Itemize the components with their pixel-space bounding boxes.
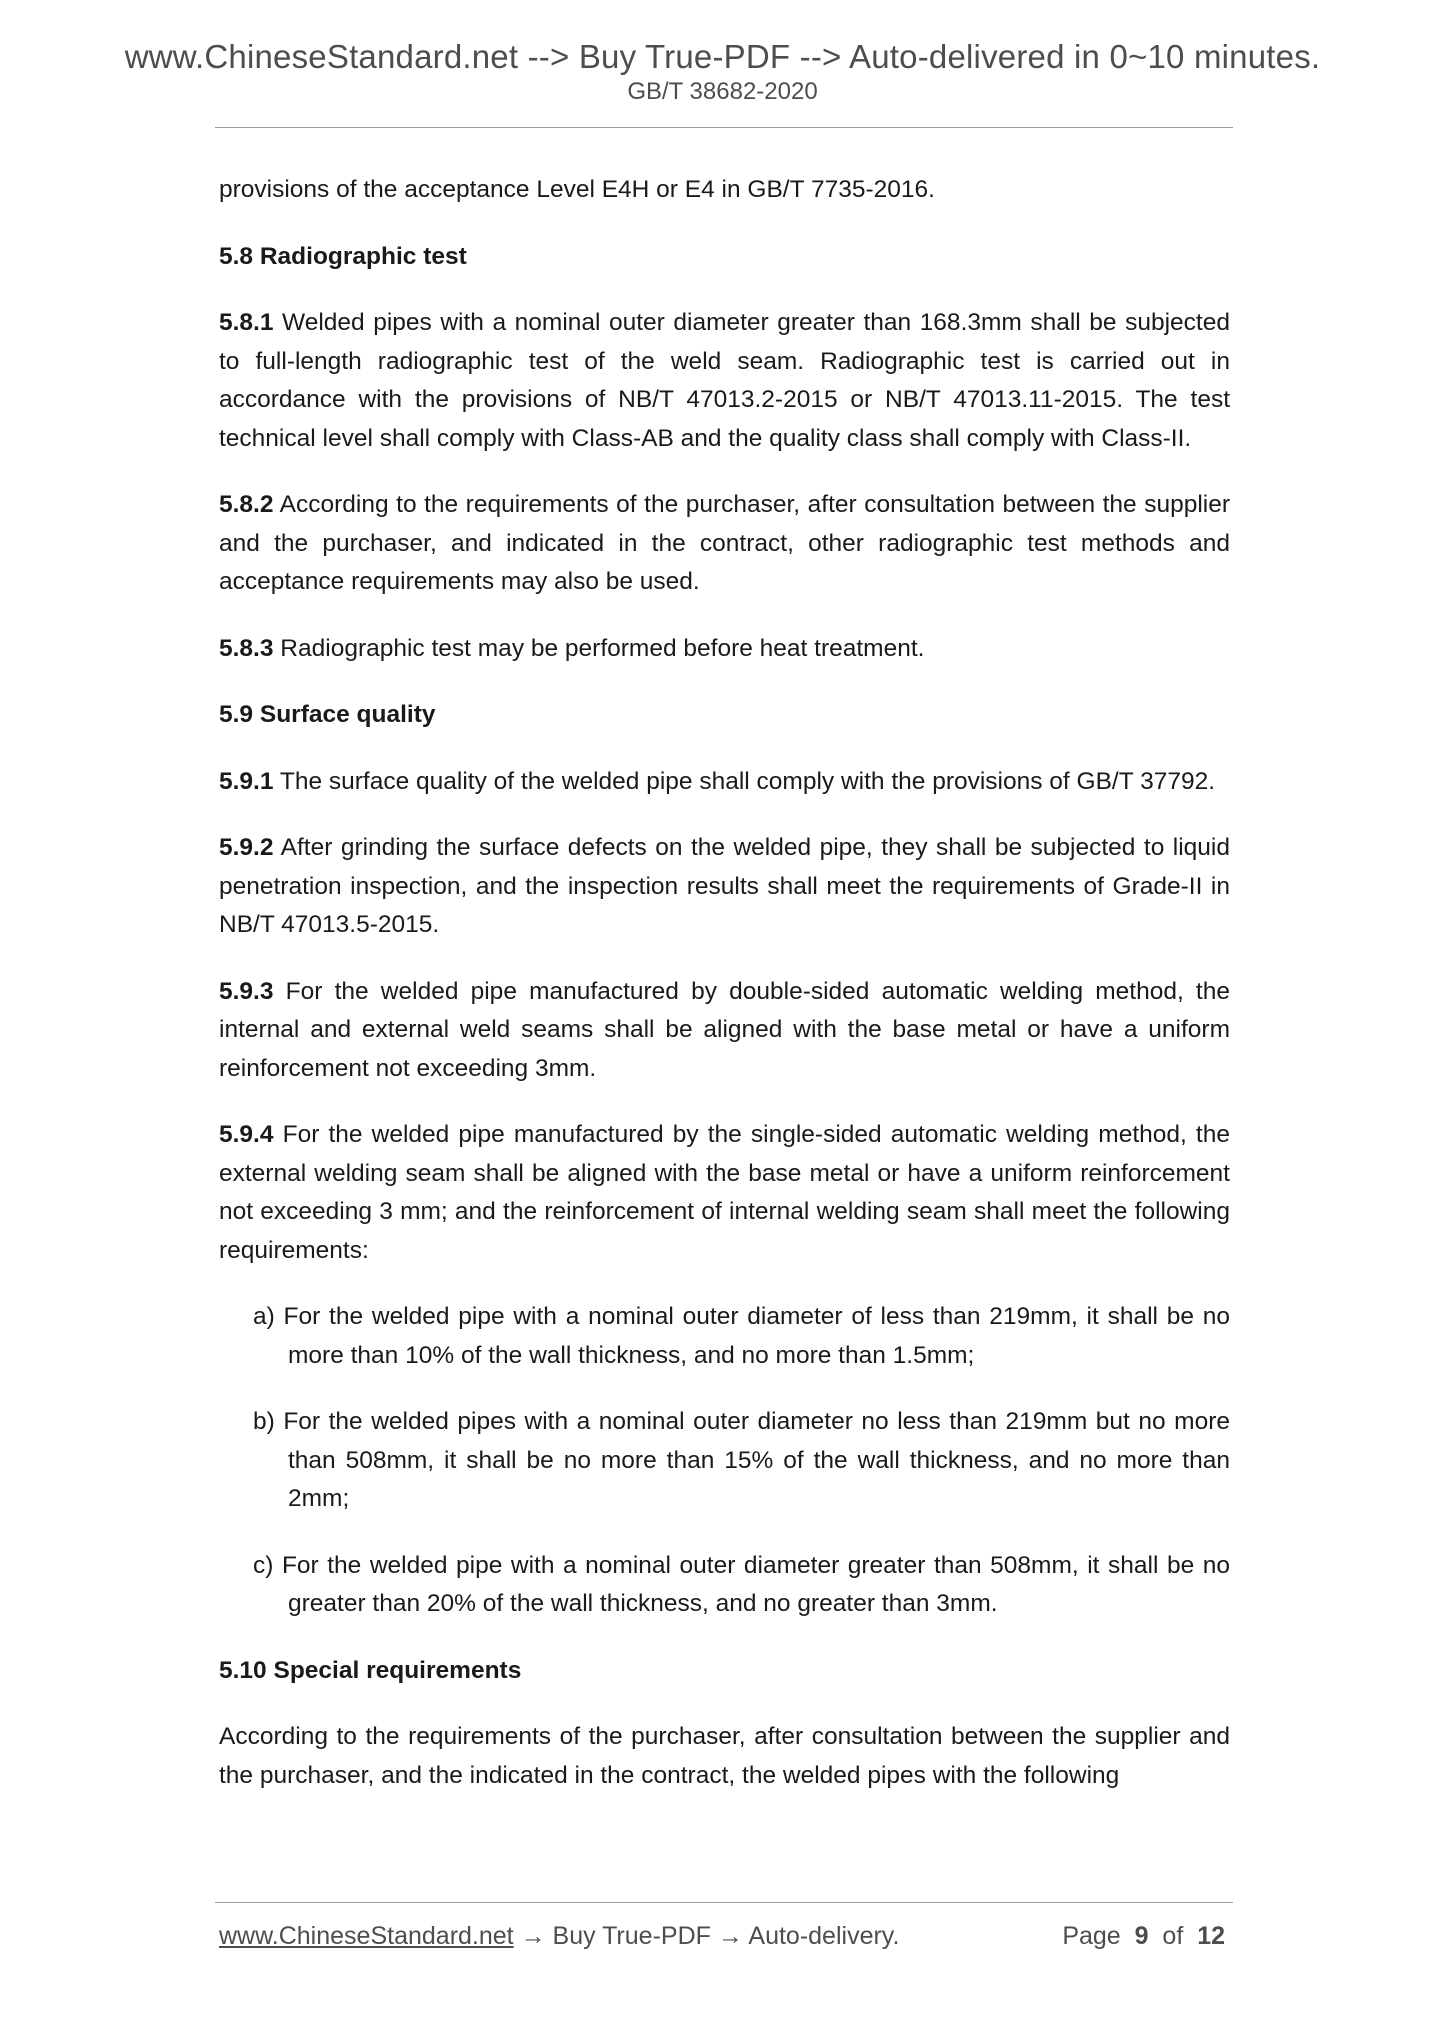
section-heading-5-9: 5.9 Surface quality — [219, 701, 436, 728]
standard-id: GB/T 38682-2020 — [627, 78, 818, 105]
clause-text: According to the requirements of the purchaser, after consultation between the supplier and the purchaser, and indicated in the contract, other radiographic test methods and acceptance requirements may also be used. — [219, 491, 1230, 595]
clause-5-9-1 — [219, 763, 1230, 802]
clause-text: For the welded pipe manufactured by the single-sided automatic welding method, the external welding seam shall be aligned with the base metal or have a uniform reinforcement not exceeding 3 mm; and the reinforcement of internal welding seam shall meet the following requirements: — [219, 1121, 1230, 1264]
clause-number: 5.9.1 — [219, 767, 274, 795]
list-item-c: c) For the welded pipe with a nominal outer diameter greater than 508mm, it shall be no greater than 20% of the wall thickness, and no greater than 3mm. — [253, 1551, 1230, 1617]
section-heading-5-10: 5.10 Special requirements — [219, 1656, 522, 1684]
clause-5-8-3 — [219, 630, 1230, 669]
clause-text: The surface quality of the welded pipe shall comply with the provisions of GB/T 37792. — [273, 767, 1216, 795]
page-indicator — [1062, 1922, 1225, 1951]
clause-number: 5.8.3 — [219, 634, 274, 662]
clause-number: 5.9.2 — [219, 834, 274, 861]
clause-5-9-4 — [219, 1116, 1230, 1270]
list-item-b: b) For the welded pipes with a nominal outer diameter no less than 219mm but no more than 508mm, it shall be no more than 15% of the wall thickness, and no more than 2mm; — [253, 1408, 1230, 1512]
header-divider — [215, 127, 1233, 128]
clause-text: After grinding the surface defects on the welded pipe, they shall be subjected to liquid penetration inspection, and the inspection results shall meet the requirements of Grade-II in NB/T 47013.5-2015. — [219, 834, 1230, 938]
intro-paragraph: provisions of the acceptance Level E4H or E4 in GB/T 7735-2016. — [219, 176, 935, 203]
clause-5-9-3 — [219, 973, 1230, 1089]
clause-number: 5.8.1 — [219, 309, 274, 336]
clause-5-8-1 — [219, 304, 1230, 458]
page-label: Page — [1062, 1922, 1121, 1950]
footer-link[interactable]: www.ChineseStandard.net — [219, 1922, 514, 1950]
document-body — [219, 171, 1230, 1823]
clause-5-10-text: According to the requirements of the purchaser, after consultation between the supplier and the purchaser, and the indicated in the contract, the welded pipes with the following — [219, 1723, 1230, 1789]
clause-number: 5.8.2 — [219, 491, 274, 518]
page-total: 12 — [1197, 1922, 1225, 1950]
clause-number: 5.9.3 — [219, 977, 274, 1005]
section-heading-5-8: 5.8 Radiographic test — [219, 242, 467, 270]
clause-number: 5.9.4 — [219, 1121, 274, 1148]
clause-text: For the welded pipe manufactured by double-sided automatic welding method, the internal and external weld seams shall be aligned with the base metal or have a uniform reinforcement not exceeding 3mm. — [219, 977, 1230, 1082]
page-number: 9 — [1134, 1922, 1149, 1950]
of-label: of — [1162, 1922, 1184, 1950]
clause-text: Radiographic test may be performed before heat treatment. — [273, 634, 925, 662]
footer-promo — [219, 1922, 899, 1951]
clause-5-9-2 — [219, 829, 1230, 945]
footer-divider — [215, 1902, 1233, 1903]
header-banner: www.ChineseStandard.net --> Buy True-PDF --> Auto-delivered in 0~10 minutes. — [124, 38, 1321, 75]
clause-text: Welded pipes with a nominal outer diameter greater than 168.3mm shall be subjected to full-length radiographic test of the weld seam. Radiographic test is carried out in accordance with the provisions of NB/T 47013.2-2015 or NB/T 47013.11-2015. The test technical level shall comply with Class-AB and the quality class shall comply with Class-II. — [219, 309, 1230, 452]
footer-promo-text: → Buy True-PDF → Auto-delivery. — [513, 1922, 900, 1950]
list-item-a: a) For the welded pipe with a nominal outer diameter of less than 219mm, it shall be no more than 10% of the wall thickness, and no more than 1.5mm; — [253, 1303, 1230, 1369]
clause-5-8-2 — [219, 486, 1230, 602]
